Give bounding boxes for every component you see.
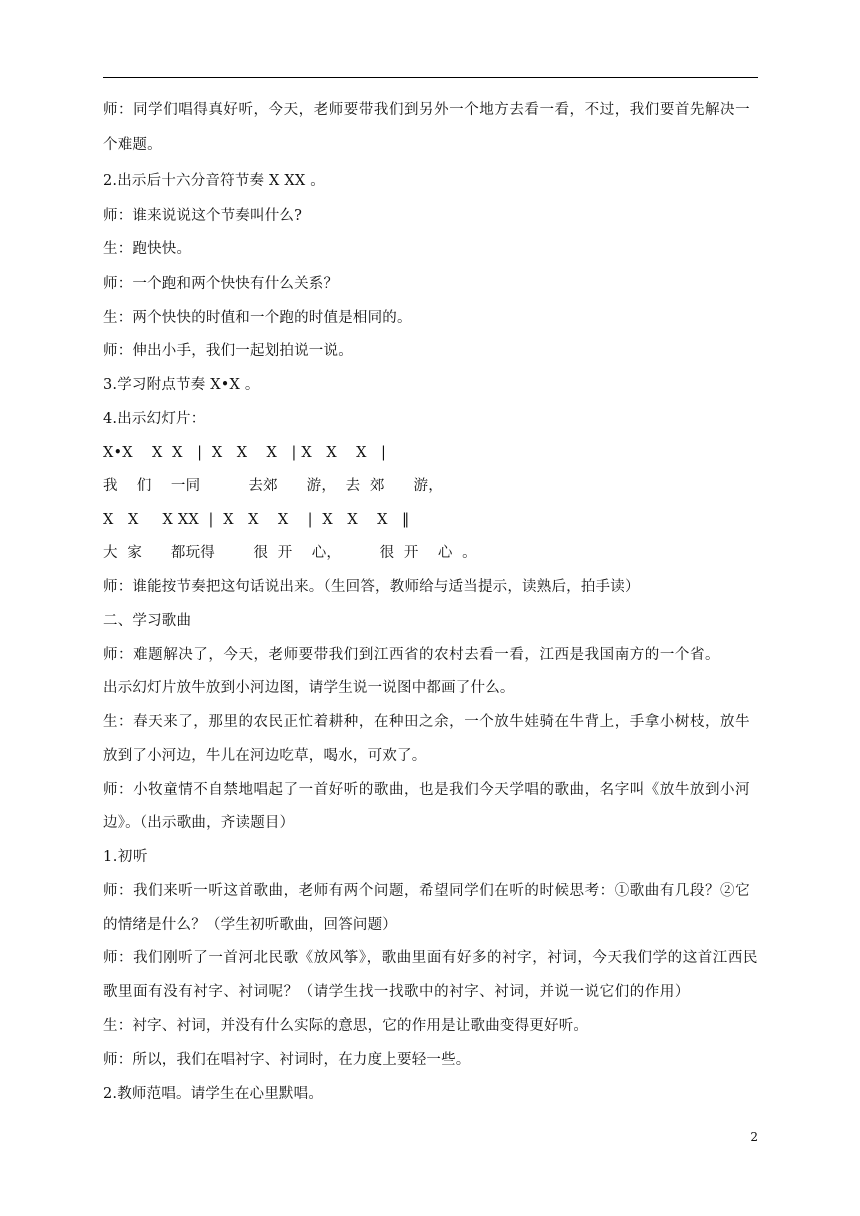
text-line: 2.出示后十六分音符节奏 X XX 。: [103, 173, 325, 189]
page-number: 2: [750, 1130, 758, 1144]
text-line: 师：难题解决了，今天，老师要带我们到江西省的农村去看一看，江西是我国南方的一个省。: [103, 647, 721, 663]
header-rule: [103, 77, 758, 78]
text-line: 师：同学们唱得真好听，今天，老师要带我们到另外一个地方去看一看，不过，我们要首先解决一: [103, 102, 751, 118]
text-line: 生：衬字、衬词，并没有什么实际的意思，它的作用是让歌曲变得更好听。: [103, 1018, 589, 1034]
text-line: 我 们 一同 去郊 游， 去 郊 游，: [103, 478, 443, 494]
text-line: 大 家 都玩得 很 开 心， 很 开 心 。: [103, 545, 477, 561]
text-line: X X X XX | X X X | X X X ‖: [103, 512, 410, 528]
text-line: 师：我们刚听了一首河北民歌《放风筝》，歌曲里面有好多的衬字，衬词，今天我们学的这首江西民: [103, 950, 758, 966]
text-line: 3.学习附点节奏 X•X 。: [103, 377, 260, 393]
text-line: 歌里面有没有衬字、衬词呢？（请学生找一找歌中的衬字、衬词，并说一说它们的作用）: [103, 984, 690, 1000]
text-line: 师：谁能按节奏把这句话说出来。（生回答，教师给与适当提示，读熟后，拍手读）: [103, 579, 640, 595]
text-line: 师：伸出小手，我们一起划拍说一说。: [103, 343, 353, 359]
text-line: 出示幻灯片放牛放到小河边图，请学生说一说图中都画了什么。: [103, 680, 515, 696]
text-line: 个难题。: [103, 137, 162, 153]
text-line: 生：春天来了，那里的农民正忙着耕种，在种田之余，一个放牛娃骑在牛背上，手拿小树枝，放牛: [103, 714, 751, 730]
text-line: X•X X X | X X X | X X X |: [103, 445, 387, 461]
text-line: 生：跑快快。: [103, 241, 192, 257]
text-line: 1.初听: [103, 849, 149, 865]
text-line: 2.教师范唱。请学生在心里默唱。: [103, 1086, 324, 1102]
text-line: 师：所以，我们在唱衬字、衬词时，在力度上要轻一些。: [103, 1052, 471, 1068]
text-line: 师：我们来听一听这首歌曲，老师有两个问题，希望同学们在听的时候思考：①歌曲有几段？②它: [103, 883, 751, 899]
text-line: 师：一个跑和两个快快有什么关系？: [103, 276, 339, 292]
text-line: 生：两个快快的时值和一个跑的时值是相同的。: [103, 310, 412, 326]
text-line: 师：谁来说说这个节奏叫什么?: [103, 208, 303, 224]
text-line: 4.出示幻灯片：: [103, 411, 206, 427]
text-line: 边》。（出示歌曲，齐读题目）: [103, 815, 295, 831]
text-line: 放到了小河边，牛儿在河边吃草，喝水，可欢了。: [103, 748, 427, 764]
text-line: 师：小牧童情不自禁地唱起了一首好听的歌曲，也是我们今天学唱的歌曲，名字叫《放牛放到小河: [103, 782, 751, 798]
text-line: 二、学习歌曲: [103, 613, 192, 629]
text-line: 的情绪是什么？（学生初听歌曲，回答问题）: [103, 917, 397, 933]
